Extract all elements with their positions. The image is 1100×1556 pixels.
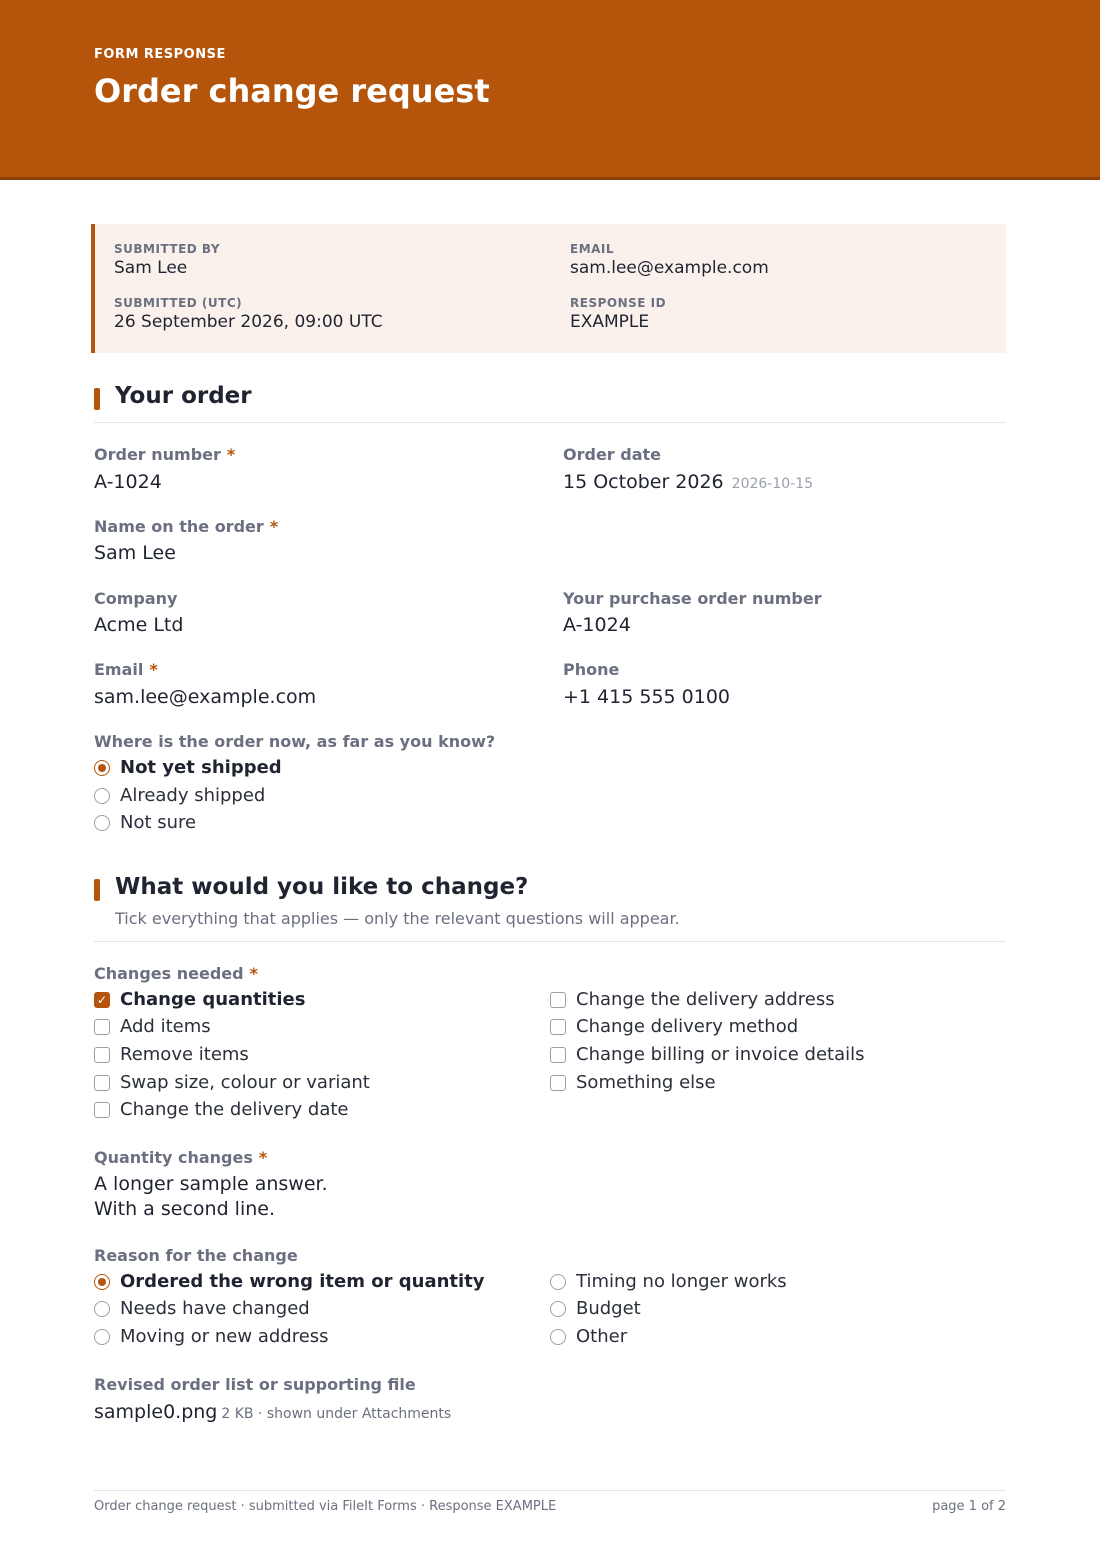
submitted-by-value: Sam Lee <box>114 258 188 278</box>
radio-selected-icon <box>94 760 110 776</box>
radio-icon <box>550 1301 566 1317</box>
checkbox-checked-icon: ✓ <box>94 992 110 1008</box>
quantity-changes-value: A longer sample answer. With a second line. <box>94 1173 328 1220</box>
reason-option-timing[interactable]: Timing no longer works <box>550 1271 787 1292</box>
checkbox-icon <box>550 1019 566 1035</box>
change-option-something-else[interactable]: Something else <box>550 1072 716 1093</box>
section-title-your-order: Your order <box>115 383 252 409</box>
change-option-delivery-date[interactable]: Change the delivery date <box>94 1099 349 1120</box>
order-date-label: Order date <box>563 445 662 464</box>
po-number-value: A-1024 <box>563 614 631 636</box>
quantity-changes-label: Quantity changes * <box>94 1148 268 1167</box>
radio-icon <box>550 1329 566 1345</box>
change-option-delivery-method[interactable]: Change delivery method <box>550 1016 798 1037</box>
radio-selected-icon <box>94 1274 110 1290</box>
checkbox-icon <box>94 1075 110 1091</box>
order-status-label: Where is the order now, as far as you know? <box>94 732 496 751</box>
checkbox-icon <box>550 992 566 1008</box>
reason-option-other[interactable]: Other <box>550 1326 627 1347</box>
change-option-remove-items[interactable]: Remove items <box>94 1044 249 1065</box>
section-divider <box>94 422 1006 423</box>
email-field-label: Email * <box>94 660 158 679</box>
section-accent-bar <box>94 879 100 901</box>
phone-value: +1 415 555 0100 <box>563 686 731 708</box>
status-option-shipped[interactable]: Already shipped <box>94 785 265 806</box>
order-number-label: Order number * <box>94 445 236 464</box>
radio-icon <box>94 1301 110 1317</box>
phone-label: Phone <box>563 660 620 679</box>
email-field-value: sam.lee@example.com <box>94 686 317 708</box>
submitted-time-value: 26 September 2026, 09:00 UTC <box>114 312 383 332</box>
reason-option-wrong-item[interactable]: Ordered the wrong item or quantity <box>94 1271 485 1292</box>
change-option-quantities[interactable]: ✓ Change quantities <box>94 989 305 1010</box>
status-option-not-shipped[interactable]: Not yet shipped <box>94 757 282 778</box>
change-option-add-items[interactable]: Add items <box>94 1016 211 1037</box>
company-value: Acme Ltd <box>94 614 184 636</box>
footer-info: Order change request · submitted via FileIt Forms · Response EXAMPLE <box>94 1499 557 1514</box>
footer-divider <box>94 1490 1006 1491</box>
order-number-value: A-1024 <box>94 471 162 493</box>
email-label: EMAIL <box>570 242 615 256</box>
file-label: Revised order list or supporting file <box>94 1375 416 1394</box>
form-eyebrow: FORM RESPONSE <box>94 47 226 62</box>
name-on-order-value: Sam Lee <box>94 542 176 564</box>
page-title: Order change request <box>94 72 490 110</box>
change-option-billing[interactable]: Change billing or invoice details <box>550 1044 865 1065</box>
radio-icon <box>94 788 110 804</box>
file-note: 2 KB · shown under Attachments <box>221 1406 452 1422</box>
order-date-value: 15 October 2026 2026-10-15 <box>563 471 814 493</box>
checkbox-icon <box>550 1047 566 1063</box>
radio-icon <box>94 1329 110 1345</box>
checkbox-icon <box>94 1047 110 1063</box>
email-value: sam.lee@example.com <box>570 258 769 278</box>
change-option-delivery-address[interactable]: Change the delivery address <box>550 989 835 1010</box>
header-banner <box>0 0 1100 180</box>
page-number: page 1 of 2 <box>932 1499 1006 1514</box>
po-number-label: Your purchase order number <box>563 589 822 608</box>
submitted-by-label: SUBMITTED BY <box>114 242 221 256</box>
reason-option-budget[interactable]: Budget <box>550 1298 641 1319</box>
radio-icon <box>550 1274 566 1290</box>
response-id-value: EXAMPLE <box>570 312 650 332</box>
change-option-swap[interactable]: Swap size, colour or variant <box>94 1072 370 1093</box>
section-accent-bar <box>94 388 100 410</box>
file-attachment[interactable] <box>94 1401 451 1423</box>
name-on-order-label: Name on the order * <box>94 517 279 536</box>
checkbox-icon <box>94 1102 110 1118</box>
section-subtitle: Tick everything that applies — only the relevant questions will appear. <box>115 909 680 928</box>
submission-meta <box>91 224 1006 353</box>
file-name: sample0.png <box>94 1401 218 1423</box>
section-title-changes: What would you like to change? <box>115 874 529 900</box>
checkbox-icon <box>550 1075 566 1091</box>
order-date-iso: 2026-10-15 <box>731 476 814 492</box>
reason-label: Reason for the change <box>94 1246 298 1265</box>
submitted-time-label: SUBMITTED (UTC) <box>114 296 243 310</box>
section-divider <box>94 941 1006 942</box>
reason-option-needs-changed[interactable]: Needs have changed <box>94 1298 310 1319</box>
checkbox-icon <box>94 1019 110 1035</box>
company-label: Company <box>94 589 178 608</box>
status-option-not-sure[interactable]: Not sure <box>94 812 196 833</box>
response-id-label: RESPONSE ID <box>570 296 667 310</box>
radio-icon <box>94 815 110 831</box>
reason-option-moving[interactable]: Moving or new address <box>94 1326 329 1347</box>
changes-needed-label: Changes needed * <box>94 964 258 983</box>
